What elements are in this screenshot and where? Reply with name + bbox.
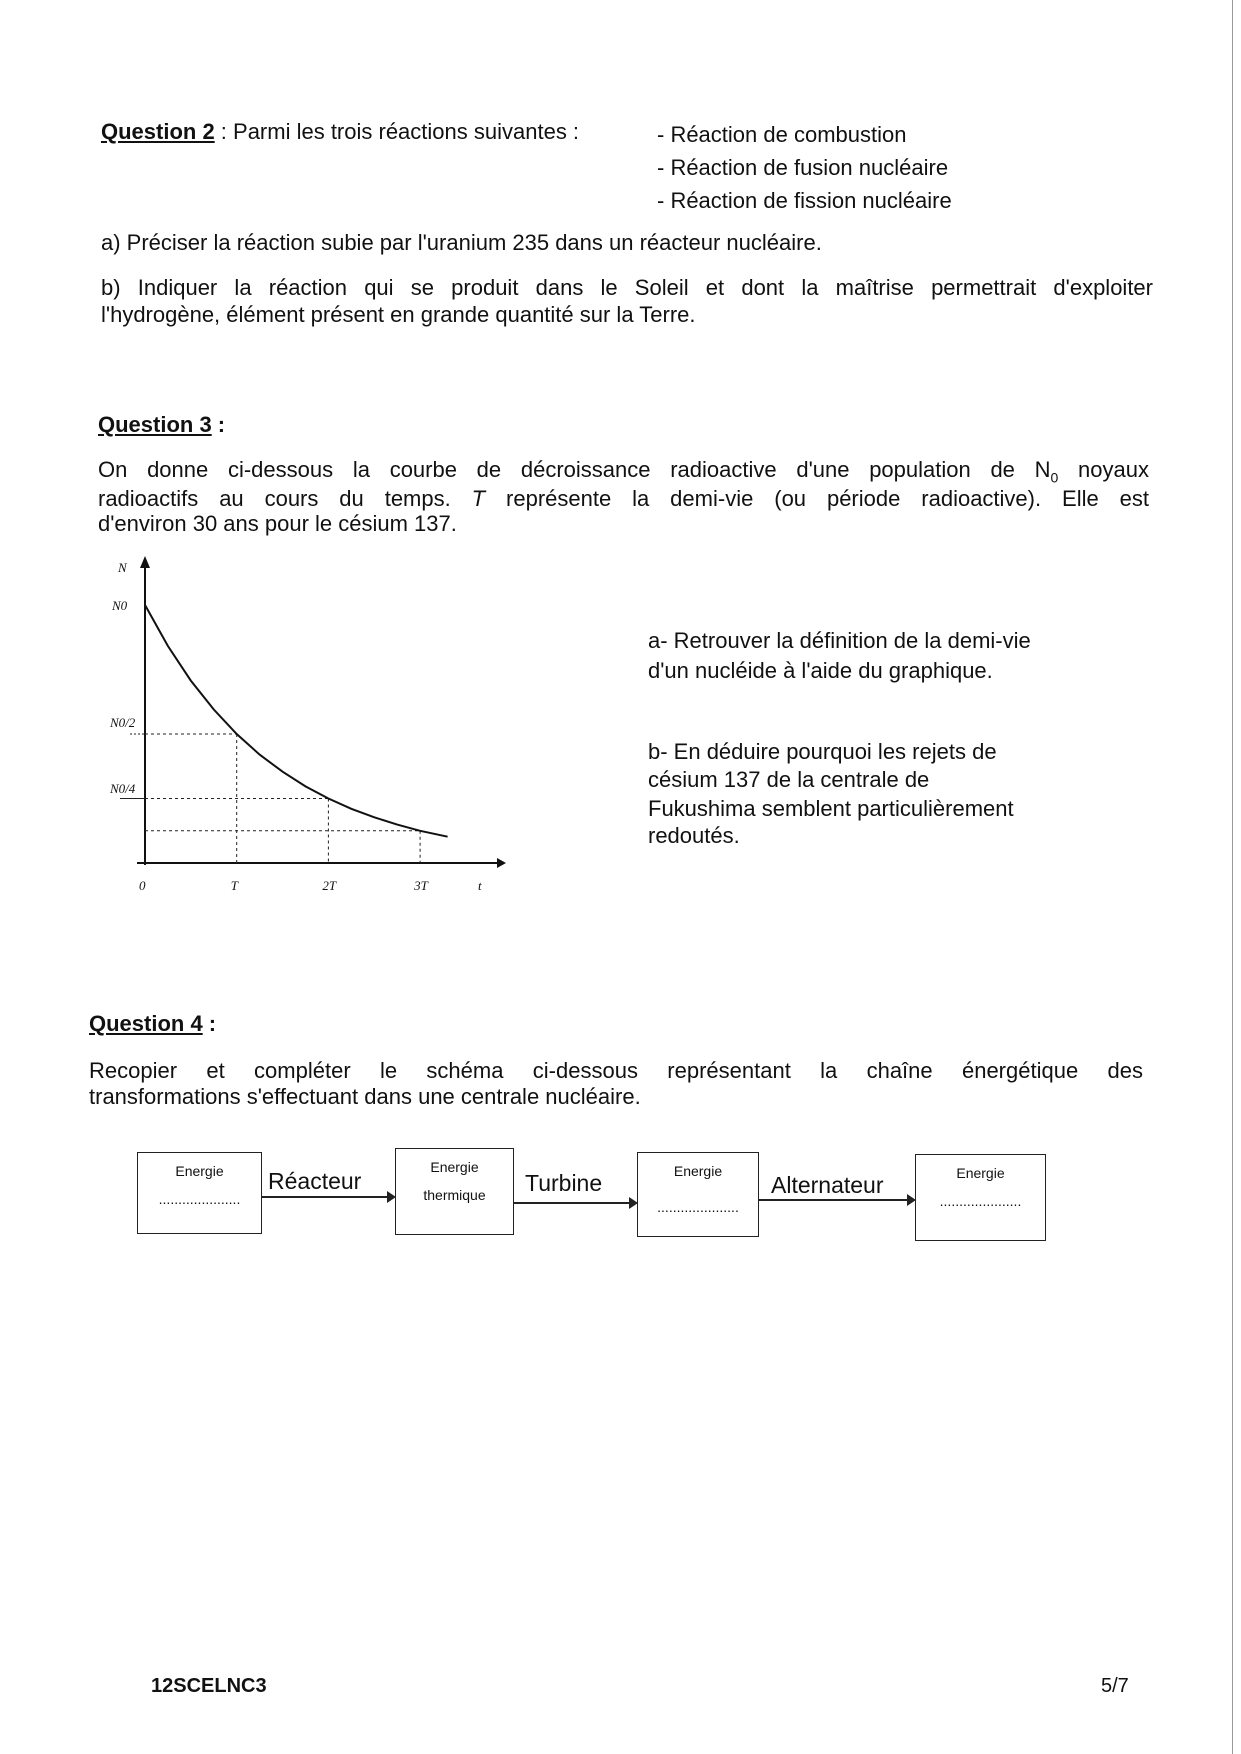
y-axis-label: N xyxy=(118,560,127,575)
q3-paragraph-line2: radioactifs au cours du temps. T représente la demi-vie (ou période radioactive). Elle est xyxy=(98,486,1149,511)
q2-b-line2: l'hydrogène, élément présent en grande quantité sur la Terre. xyxy=(101,302,696,327)
x-axis-arrow-icon xyxy=(497,858,506,868)
label-reacteur: Réacteur xyxy=(268,1168,362,1194)
q2-option: - Réaction de fusion nucléaire xyxy=(657,155,949,180)
energy-box-4: Energie ..................... xyxy=(915,1154,1046,1241)
y-axis-arrow-icon xyxy=(140,556,150,568)
footer-code: 12SCELNC3 xyxy=(151,1675,267,1697)
y-tick-label-N0: N0 xyxy=(112,598,128,613)
q4-paragraph-line1: Recopier et compléter le schéma ci-dessous représentant la chaîne énergétique des xyxy=(89,1058,1143,1083)
label-turbine: Turbine xyxy=(525,1170,603,1196)
q2-option: - Réaction de fission nucléaire xyxy=(657,188,952,213)
energy-box-1: Energie ..................... xyxy=(137,1152,262,1234)
x-tick-label: 0 xyxy=(139,878,146,893)
y-tick-label-N0-quarter: N0/4 xyxy=(110,781,136,796)
footer-page-number: 5/7 xyxy=(1101,1675,1129,1697)
q3-b-line4: redoutés. xyxy=(648,823,740,848)
x-tick-label: T xyxy=(230,878,238,893)
x-axis-label: t xyxy=(478,878,482,893)
q4-heading: Question 4 : xyxy=(89,1011,217,1036)
q3-paragraph-line3: d'environ 30 ans pour le césium 137. xyxy=(98,511,457,536)
q2-a: a) Préciser la réaction subie par l'uranium 235 dans un réacteur nucléaire. xyxy=(101,230,822,255)
label-alternateur: Alternateur xyxy=(771,1172,884,1198)
q4-paragraph-line2: transformations s'effectuant dans une centrale nucléaire. xyxy=(89,1084,641,1109)
q3-b-line1: b- En déduire pourquoi les rejets de xyxy=(648,739,997,764)
q3-b-line3: Fukushima semblent particulièrement xyxy=(648,796,1014,821)
q2-option: - Réaction de combustion xyxy=(657,122,907,147)
q3-b-line2: césium 137 de la centrale de xyxy=(648,767,930,792)
arrow-alternateur xyxy=(758,1199,914,1201)
arrow-turbine xyxy=(513,1202,636,1204)
q3-a-line1: a- Retrouver la définition de la demi-vie xyxy=(648,628,1031,653)
y-tick-label-N0-half: N0/2 xyxy=(110,715,136,730)
decay-curve xyxy=(145,605,448,837)
x-tick-label: 2T xyxy=(322,878,337,893)
q3-heading: Question 3 : xyxy=(98,412,226,437)
q3-paragraph-line1: On donne ci-dessous la courbe de décroissance radioactive d'une population de $N_0$ noyaux xyxy=(98,457,1149,486)
q2-heading: Question 2 : Parmi les trois réactions suivantes : xyxy=(101,119,580,144)
energy-box-2: Energie thermique xyxy=(395,1148,514,1235)
arrow-reacteur xyxy=(261,1196,394,1198)
q3-a-line2: d'un nucléide à l'aide du graphique. xyxy=(648,658,993,683)
energy-box-3: Energie ..................... xyxy=(637,1152,759,1237)
x-tick-label: 3T xyxy=(414,878,428,893)
q2-b-line1: b) Indiquer la réaction qui se produit dans le Soleil et dont la maîtrise permettrait d'exploiter xyxy=(101,275,1153,300)
